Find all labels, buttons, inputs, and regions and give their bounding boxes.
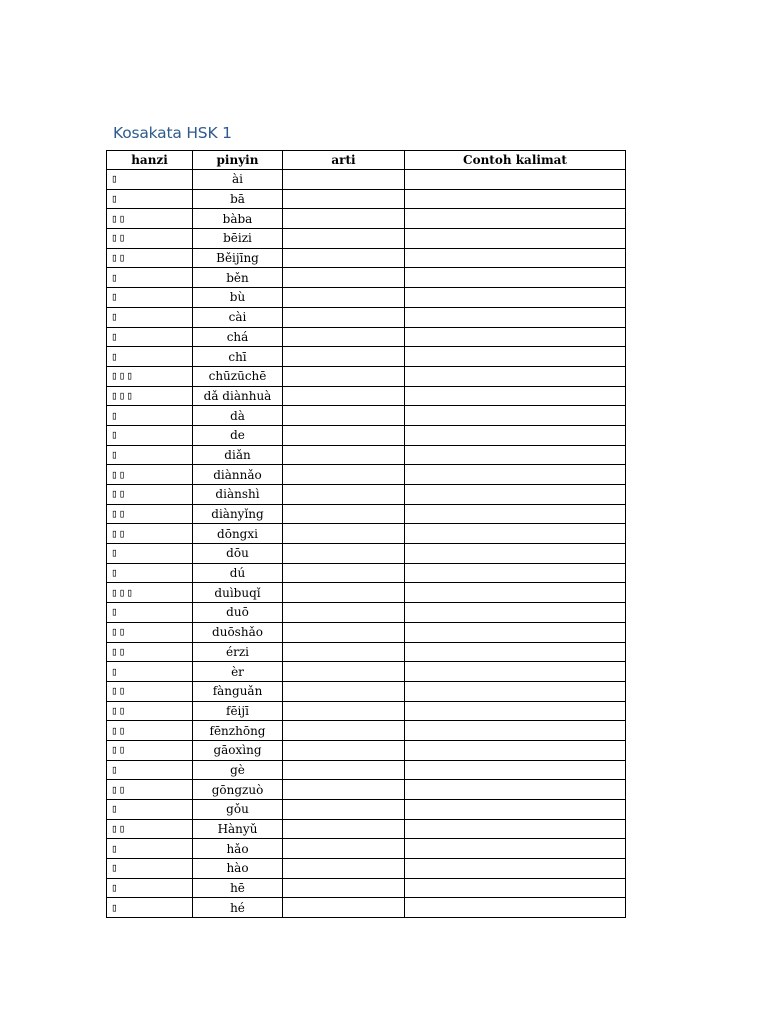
pinyin-cell: Běijīng — [193, 248, 283, 268]
pinyin-cell: duōshǎo — [193, 622, 283, 642]
hanzi-cell: ▯ — [107, 189, 193, 209]
pinyin-cell: cài — [193, 307, 283, 327]
table-header — [107, 151, 626, 170]
arti-cell — [283, 504, 405, 524]
arti-cell — [283, 445, 405, 465]
pinyin-cell: bēizi — [193, 229, 283, 249]
pinyin-cell: dà — [193, 406, 283, 426]
arti-cell — [283, 189, 405, 209]
arti-cell — [283, 603, 405, 623]
hanzi-cell: ▯▯ — [107, 504, 193, 524]
arti-cell — [283, 170, 405, 190]
contoh-kalimat-cell — [405, 465, 626, 485]
table-row — [107, 760, 626, 780]
table-row — [107, 386, 626, 406]
arti-cell — [283, 229, 405, 249]
table-row — [107, 878, 626, 898]
table-row — [107, 681, 626, 701]
contoh-kalimat-cell — [405, 642, 626, 662]
contoh-kalimat-cell — [405, 307, 626, 327]
arti-cell — [283, 327, 405, 347]
arti-cell — [283, 524, 405, 544]
header-pinyin: pinyin — [193, 151, 283, 170]
table-row — [107, 170, 626, 190]
pinyin-cell: fànguǎn — [193, 681, 283, 701]
hanzi-cell: ▯ — [107, 760, 193, 780]
table-row — [107, 859, 626, 879]
table-row — [107, 583, 626, 603]
pinyin-cell: duō — [193, 603, 283, 623]
pinyin-cell: bā — [193, 189, 283, 209]
contoh-kalimat-cell — [405, 721, 626, 741]
table-row — [107, 347, 626, 367]
table-row — [107, 721, 626, 741]
hanzi-cell: ▯▯ — [107, 622, 193, 642]
table-row — [107, 839, 626, 859]
table-row — [107, 209, 626, 229]
table-row — [107, 425, 626, 445]
arti-cell — [283, 288, 405, 308]
pinyin-cell: diànshì — [193, 485, 283, 505]
arti-cell — [283, 248, 405, 268]
arti-cell — [283, 563, 405, 583]
contoh-kalimat-cell — [405, 406, 626, 426]
page-title: Kosakata HSK 1 — [113, 124, 232, 142]
table-row — [107, 800, 626, 820]
contoh-kalimat-cell — [405, 347, 626, 367]
contoh-kalimat-cell — [405, 485, 626, 505]
pinyin-cell: duìbuqǐ — [193, 583, 283, 603]
contoh-kalimat-cell — [405, 445, 626, 465]
contoh-kalimat-cell — [405, 780, 626, 800]
arti-cell — [283, 307, 405, 327]
pinyin-cell: fēnzhōng — [193, 721, 283, 741]
table-row — [107, 563, 626, 583]
header-contoh-kalimat: Contoh kalimat — [405, 151, 626, 170]
contoh-kalimat-cell — [405, 504, 626, 524]
hanzi-cell: ▯▯▯ — [107, 583, 193, 603]
contoh-kalimat-cell — [405, 327, 626, 347]
table-row — [107, 327, 626, 347]
table-row — [107, 229, 626, 249]
hanzi-cell: ▯▯ — [107, 780, 193, 800]
arti-cell — [283, 583, 405, 603]
contoh-kalimat-cell — [405, 425, 626, 445]
arti-cell — [283, 819, 405, 839]
table-row — [107, 465, 626, 485]
arti-cell — [283, 386, 405, 406]
table-row — [107, 406, 626, 426]
table-row — [107, 445, 626, 465]
hanzi-cell: ▯ — [107, 288, 193, 308]
table-row — [107, 485, 626, 505]
table-row — [107, 701, 626, 721]
pinyin-cell: běn — [193, 268, 283, 288]
table-row — [107, 307, 626, 327]
arti-cell — [283, 544, 405, 564]
hanzi-cell: ▯ — [107, 662, 193, 682]
pinyin-cell: èr — [193, 662, 283, 682]
table-row — [107, 740, 626, 760]
hanzi-cell: ▯ — [107, 445, 193, 465]
table-body — [107, 170, 626, 918]
pinyin-cell: dōu — [193, 544, 283, 564]
hanzi-cell: ▯ — [107, 800, 193, 820]
contoh-kalimat-cell — [405, 622, 626, 642]
table-row — [107, 366, 626, 386]
arti-cell — [283, 760, 405, 780]
arti-cell — [283, 366, 405, 386]
table-row — [107, 898, 626, 918]
arti-cell — [283, 800, 405, 820]
arti-cell — [283, 740, 405, 760]
arti-cell — [283, 662, 405, 682]
hanzi-cell: ▯ — [107, 859, 193, 879]
contoh-kalimat-cell — [405, 859, 626, 879]
hanzi-cell: ▯▯ — [107, 229, 193, 249]
contoh-kalimat-cell — [405, 386, 626, 406]
pinyin-cell: hé — [193, 898, 283, 918]
pinyin-cell: dú — [193, 563, 283, 583]
hanzi-cell: ▯ — [107, 268, 193, 288]
contoh-kalimat-cell — [405, 248, 626, 268]
hanzi-cell: ▯▯▯ — [107, 386, 193, 406]
contoh-kalimat-cell — [405, 662, 626, 682]
hanzi-cell: ▯ — [107, 307, 193, 327]
contoh-kalimat-cell — [405, 583, 626, 603]
hanzi-cell: ▯▯ — [107, 740, 193, 760]
table-row — [107, 248, 626, 268]
pinyin-cell: ài — [193, 170, 283, 190]
pinyin-cell: érzi — [193, 642, 283, 662]
hanzi-cell: ▯ — [107, 170, 193, 190]
pinyin-cell: fēijī — [193, 701, 283, 721]
arti-cell — [283, 898, 405, 918]
contoh-kalimat-cell — [405, 898, 626, 918]
pinyin-cell: dǎ diànhuà — [193, 386, 283, 406]
hanzi-cell: ▯ — [107, 425, 193, 445]
table-row — [107, 622, 626, 642]
contoh-kalimat-cell — [405, 740, 626, 760]
hanzi-cell: ▯▯ — [107, 642, 193, 662]
pinyin-cell: gè — [193, 760, 283, 780]
arti-cell — [283, 839, 405, 859]
table-row — [107, 662, 626, 682]
arti-cell — [283, 347, 405, 367]
hanzi-cell: ▯ — [107, 898, 193, 918]
hanzi-cell: ▯▯ — [107, 465, 193, 485]
hanzi-cell: ▯▯▯ — [107, 366, 193, 386]
contoh-kalimat-cell — [405, 878, 626, 898]
hanzi-cell: ▯ — [107, 839, 193, 859]
pinyin-cell: diànyǐng — [193, 504, 283, 524]
pinyin-cell: gāoxìng — [193, 740, 283, 760]
table-row — [107, 819, 626, 839]
contoh-kalimat-cell — [405, 760, 626, 780]
hanzi-cell: ▯▯ — [107, 701, 193, 721]
table-row — [107, 603, 626, 623]
arti-cell — [283, 878, 405, 898]
pinyin-cell: diǎn — [193, 445, 283, 465]
arti-cell — [283, 425, 405, 445]
table-row — [107, 189, 626, 209]
arti-cell — [283, 406, 405, 426]
table-row — [107, 268, 626, 288]
contoh-kalimat-cell — [405, 229, 626, 249]
pinyin-cell: gǒu — [193, 800, 283, 820]
contoh-kalimat-cell — [405, 170, 626, 190]
arti-cell — [283, 721, 405, 741]
contoh-kalimat-cell — [405, 209, 626, 229]
pinyin-cell: chá — [193, 327, 283, 347]
contoh-kalimat-cell — [405, 544, 626, 564]
arti-cell — [283, 780, 405, 800]
hanzi-cell: ▯ — [107, 406, 193, 426]
table-row — [107, 780, 626, 800]
arti-cell — [283, 859, 405, 879]
pinyin-cell: Hànyǔ — [193, 819, 283, 839]
hanzi-cell: ▯▯ — [107, 485, 193, 505]
contoh-kalimat-cell — [405, 524, 626, 544]
contoh-kalimat-cell — [405, 800, 626, 820]
header-row — [107, 151, 626, 170]
arti-cell — [283, 465, 405, 485]
pinyin-cell: bàba — [193, 209, 283, 229]
table-row — [107, 524, 626, 544]
contoh-kalimat-cell — [405, 268, 626, 288]
table-row — [107, 504, 626, 524]
contoh-kalimat-cell — [405, 189, 626, 209]
contoh-kalimat-cell — [405, 288, 626, 308]
arti-cell — [283, 701, 405, 721]
contoh-kalimat-cell — [405, 563, 626, 583]
hanzi-cell: ▯▯ — [107, 819, 193, 839]
hanzi-cell: ▯ — [107, 327, 193, 347]
hanzi-cell: ▯ — [107, 603, 193, 623]
contoh-kalimat-cell — [405, 839, 626, 859]
header-hanzi: hanzi — [107, 151, 193, 170]
arti-cell — [283, 642, 405, 662]
hanzi-cell: ▯▯ — [107, 721, 193, 741]
pinyin-cell: hē — [193, 878, 283, 898]
pinyin-cell: hǎo — [193, 839, 283, 859]
hanzi-cell: ▯▯ — [107, 681, 193, 701]
pinyin-cell: diànnǎo — [193, 465, 283, 485]
contoh-kalimat-cell — [405, 603, 626, 623]
pinyin-cell: chūzūchē — [193, 366, 283, 386]
contoh-kalimat-cell — [405, 701, 626, 721]
hanzi-cell: ▯ — [107, 347, 193, 367]
pinyin-cell: chī — [193, 347, 283, 367]
hanzi-cell: ▯▯ — [107, 524, 193, 544]
hanzi-cell: ▯ — [107, 544, 193, 564]
pinyin-cell: de — [193, 425, 283, 445]
hanzi-cell: ▯ — [107, 563, 193, 583]
table-row — [107, 642, 626, 662]
arti-cell — [283, 485, 405, 505]
pinyin-cell: bù — [193, 288, 283, 308]
vocabulary-table — [106, 150, 626, 918]
header-arti: arti — [283, 151, 405, 170]
hanzi-cell: ▯▯ — [107, 209, 193, 229]
pinyin-cell: gōngzuò — [193, 780, 283, 800]
arti-cell — [283, 268, 405, 288]
hanzi-cell: ▯▯ — [107, 248, 193, 268]
arti-cell — [283, 209, 405, 229]
pinyin-cell: dōngxi — [193, 524, 283, 544]
contoh-kalimat-cell — [405, 366, 626, 386]
table-row — [107, 288, 626, 308]
pinyin-cell: hào — [193, 859, 283, 879]
contoh-kalimat-cell — [405, 819, 626, 839]
hanzi-cell: ▯ — [107, 878, 193, 898]
table-row — [107, 544, 626, 564]
contoh-kalimat-cell — [405, 681, 626, 701]
arti-cell — [283, 622, 405, 642]
arti-cell — [283, 681, 405, 701]
